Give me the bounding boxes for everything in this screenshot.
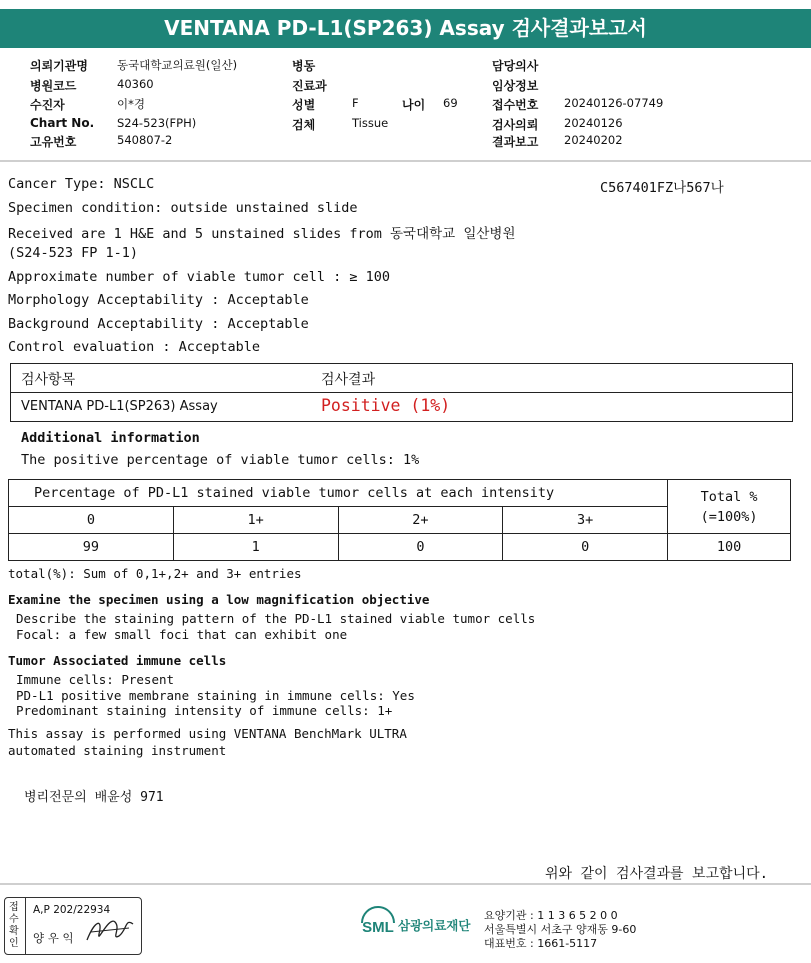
request-value: 20240126 [564, 116, 623, 130]
specimen-condition: Specimen condition: outside unstained slide [8, 200, 358, 216]
cancer-type: Cancer Type: NSCLC [8, 176, 155, 192]
doctor-label: 담당의사 [492, 59, 539, 73]
header-divider [0, 160, 811, 162]
institution-value: 동국대학교의료원(일산) [117, 58, 238, 72]
examine-heading: Examine the specimen using a low magnification objective [8, 592, 430, 607]
immune-heading: Tumor Associated immune cells [8, 653, 227, 668]
age-label: 나이 [402, 98, 426, 112]
result-test-value: Positive (1%) [321, 396, 451, 415]
intensity-total: 100 [668, 534, 791, 561]
ward-label: 병동 [292, 59, 316, 73]
unique-label: 고유번호 [30, 135, 77, 149]
institution-label: 의뢰기관명 [30, 59, 88, 73]
clinical-label: 임상정보 [492, 79, 539, 93]
footer-divider [0, 883, 811, 885]
additional-heading: Additional information [21, 430, 200, 446]
request-label: 검사의뢰 [492, 118, 539, 132]
report-value: 20240202 [564, 133, 623, 147]
sex-label: 성별 [292, 98, 316, 112]
chart-label: Chart No. [30, 116, 95, 130]
additional-text: The positive percentage of viable tumor cells: 1% [21, 452, 420, 468]
pathologist: 병리전문의 배윤성 971 [24, 790, 164, 805]
intensity-col-0: 0 [9, 507, 174, 534]
sml-logo-icon [358, 905, 398, 941]
background: Background Acceptability : Acceptable [8, 316, 309, 332]
intensity-table [8, 479, 791, 561]
specimen-label: 검체 [292, 118, 316, 132]
result-box [10, 363, 793, 422]
institution-code: 요양기관 : 1 1 3 6 5 2 0 0 [484, 909, 618, 922]
signer-name: 양 우 익 [33, 931, 74, 945]
examine-line1: Describe the staining pattern of the PD-L1 stained viable tumor cells [16, 611, 536, 626]
stamp-label: 접수확인 [9, 902, 19, 949]
examine-line2: Focal: a few small foci that can exhibit one [16, 627, 348, 642]
total-header: Total % (=100%) [668, 480, 791, 534]
patient-value: 이*경 [117, 97, 145, 111]
result-col2-header: 검사결과 [321, 372, 376, 388]
intensity-value-2: 0 [338, 534, 503, 561]
viable-cells: Approximate number of viable tumor cell : ≥ 100 [8, 269, 391, 285]
intensity-col-1: 1+ [173, 507, 338, 534]
hospital-code-value: 40360 [117, 77, 154, 91]
intensity-value-1: 1 [173, 534, 338, 561]
hospital-code-label: 병원코드 [30, 79, 77, 93]
patient-label: 수진자 [30, 98, 65, 112]
sex-value: F [352, 96, 359, 110]
result-test-name: VENTANA PD-L1(SP263) Assay [21, 399, 218, 414]
assay-note-line2: automated staining instrument [8, 743, 227, 758]
signature-icon [85, 910, 137, 948]
intensity-value-0: 99 [9, 534, 174, 561]
chart-value: S24-523(FPH) [117, 116, 197, 130]
closing-statement: 위와 같이 검사결과를 보고합니다. [545, 866, 769, 882]
age-value: 69 [443, 96, 458, 110]
unique-value: 540807-2 [117, 133, 173, 147]
immune-line2: PD-L1 positive membrane staining in immune cells: Yes [16, 688, 415, 703]
sml-logo-text: SML [362, 919, 394, 936]
slide-id: (S24-523 FP 1-1) [8, 245, 139, 261]
intensity-header: Percentage of PD-L1 stained viable tumor cells at each intensity [9, 480, 668, 507]
receipt-value: 20240126-07749 [564, 96, 664, 110]
control: Control evaluation : Acceptable [8, 339, 260, 355]
immune-line1: Immune cells: Present [16, 672, 175, 687]
specimen-code: C567401FZ나567나 [600, 180, 724, 196]
specimen-value: Tissue [352, 116, 389, 130]
immune-line3: Predominant staining intensity of immune cells: 1+ [16, 703, 393, 718]
org-address: 서울특별시 서초구 양재동 9-60 [484, 923, 637, 936]
receipt-label: 접수번호 [492, 98, 539, 112]
report-title: VENTANA PD-L1(SP263) Assay 검사결과보고서 [0, 9, 811, 48]
intensity-value-3: 0 [503, 534, 668, 561]
received-text: Received are 1 H&E and 5 unstained slides from 동국대학교 일산병원 [8, 226, 516, 242]
ap-number: A,P 202/22934 [33, 904, 111, 916]
total-note: total(%): Sum of 0,1+,2+ and 3+ entries [8, 566, 302, 581]
intensity-col-2: 2+ [338, 507, 503, 534]
report-label: 결과보고 [492, 135, 539, 149]
intensity-col-3: 3+ [503, 507, 668, 534]
morphology: Morphology Acceptability : Acceptable [8, 292, 309, 308]
result-col1-header: 검사항목 [21, 372, 76, 388]
receipt-stamp-box [4, 897, 142, 955]
org-name: 삼광의료재단 [398, 918, 471, 933]
dept-label: 진료과 [292, 79, 327, 93]
org-phone: 대표번호 : 1661-5117 [484, 937, 598, 950]
result-row-divider [11, 392, 792, 393]
assay-note-line1: This assay is performed using VENTANA BenchMark ULTRA [8, 726, 407, 741]
